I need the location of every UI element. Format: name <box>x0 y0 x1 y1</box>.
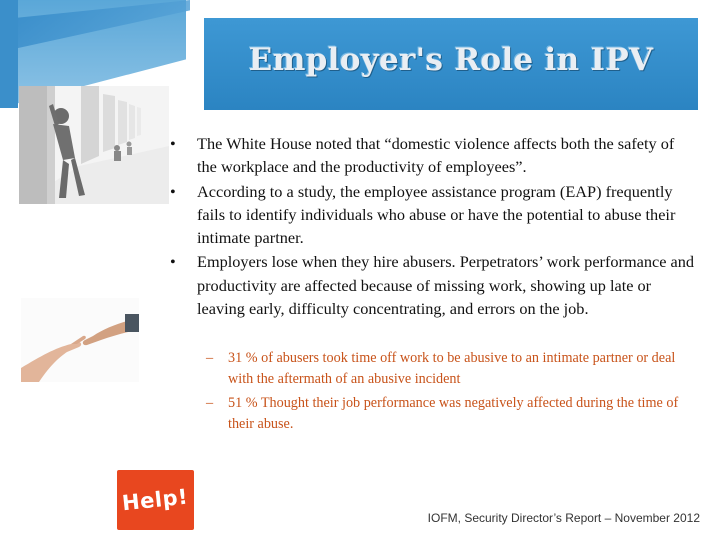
list-item <box>206 393 696 435</box>
source-citation: IOFM, Security Director’s Report – November 2012 <box>427 511 700 525</box>
bullet-icon: • <box>170 134 176 153</box>
list-item <box>166 132 696 179</box>
bullet-text: The White House noted that “domestic violence affects both the safety of the workplace and the productivity of employees”. <box>197 134 675 177</box>
bullet-icon: • <box>170 252 176 272</box>
decorative-left-edge <box>0 0 18 108</box>
sub-bullet-list <box>206 348 696 438</box>
list-item <box>166 180 696 250</box>
leaning-figure-image <box>19 86 169 204</box>
slide-title: Employer's Role in IPV <box>248 42 654 78</box>
help-sign-image <box>117 470 194 530</box>
title-banner <box>204 18 698 110</box>
reaching-hands-image <box>21 298 139 382</box>
main-bullet-list <box>166 132 696 321</box>
sub-bullet-text: 31 % of abusers took time off work to be abusive to an intimate partner or deal with the aftermath of an abusive incident <box>228 350 676 387</box>
dash-icon: – <box>206 350 214 366</box>
list-item <box>166 250 696 320</box>
list-item <box>206 348 696 390</box>
bullet-icon: • <box>170 181 176 201</box>
help-label: Help! <box>121 484 190 516</box>
bullet-text: Employers lose when they hire abusers. Perpetrators’ work performance and productivity are affected because of missing work, showing up late or leaving early, difficulty concentrating, and errors on the job. <box>197 252 695 319</box>
sub-bullet-text: 51 % Thought their job performance was negatively affected during the time of their abuse. <box>228 395 679 432</box>
dash-icon: – <box>206 395 214 411</box>
bullet-text: According to a study, the employee assistance program (EAP) frequently fails to identify individuals who abuse or have the potential to abuse their intimate partner. <box>197 181 676 248</box>
